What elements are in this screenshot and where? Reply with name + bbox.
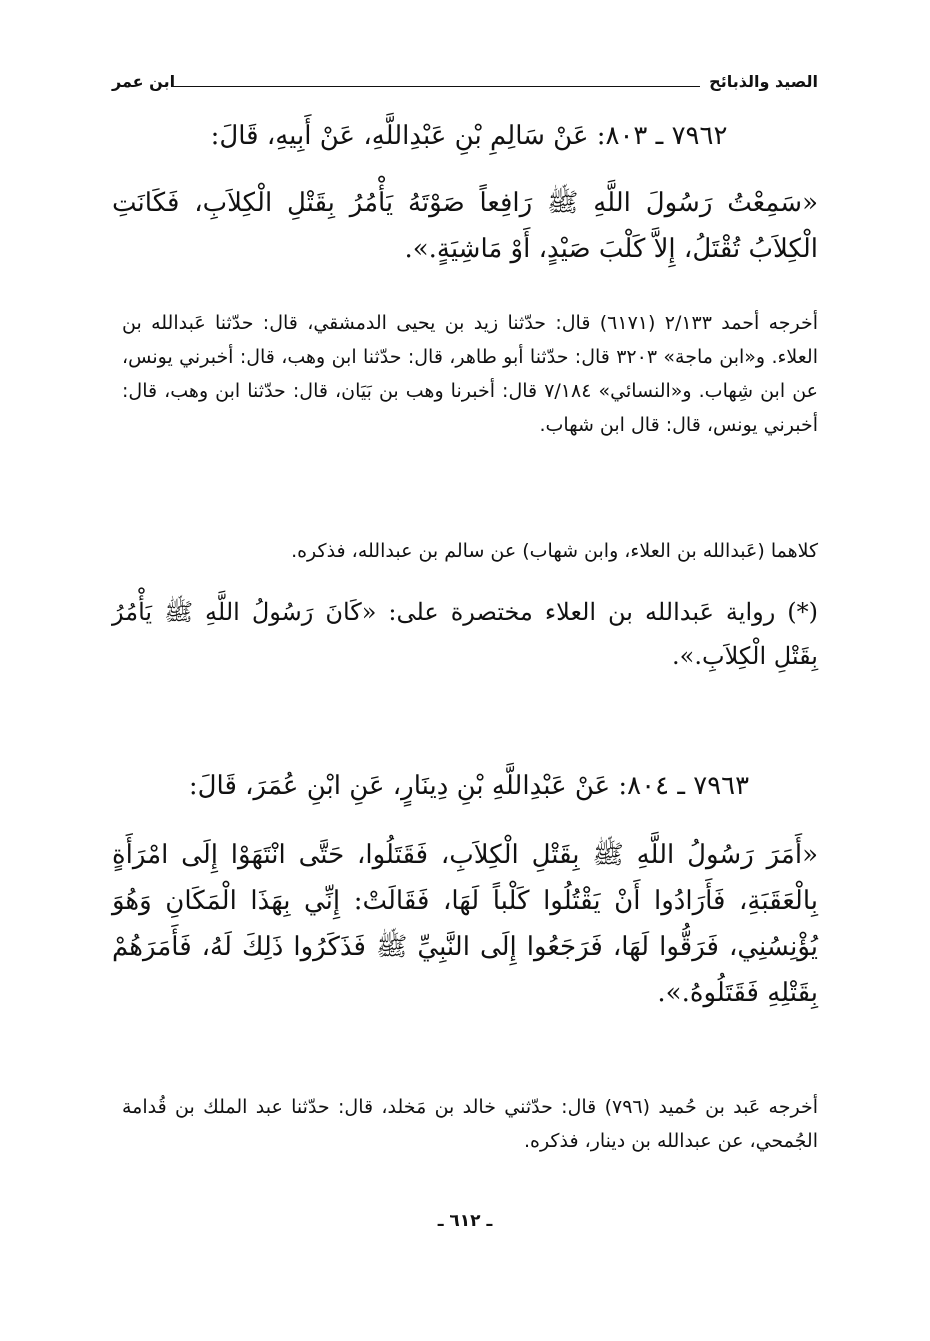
chapter-title: الصيد والذبائح [709,72,818,91]
takhrij-7962: أخرجه أحمد ٢/١٣٣ (٦١٧١) قال: حدّثنا زيد بن يحيى الدمشقي، قال: حدّثنا عَبدالله بن العلاء. و«ابن ماجة» ٣٢٠٣ قال: حدّثنا أبو طاهر، قال: حدّثنا ابن وهب، قال: أخبرني يونس، عن ابن شِهاب. و«النسائي» ٧/١٨٤ قال: أخبرنا وهب بن بَيَان، قال: حدّثنا ابن وهب، قال: أخبرني يونس، قال: قال ابن شهاب. [122,312,819,436]
running-header [112,70,818,100]
header-rule [172,86,700,87]
page-number: ـ ٦١٢ ـ [437,1211,493,1231]
hadith-heading-7962: ٧٩٦٢ ـ ٨٠٣: عَنْ سَالِمِ بْنِ عَبْدِاللَّهِ، عَنْ أَبِيهِ، قَالَ: [210,121,728,151]
takhrij-7963: أخرجه عَبد بن حُميد (٧٩٦) قال: حدّثني خالد بن مَخلد، قال: حدّثنا عبد الملك بن قُدامة الجُمحي، عن عبدالله بن دينار، فذكره. [122,1096,818,1152]
hadith-text-7962: «سَمِعْتُ رَسُولَ اللَّهِ ﷺ رَافِعاً صَوْتَهُ يَأْمُرُ بِقَتْلِ الْكِلاَبِ، فَكَانَتِ الْكِلاَبُ تُقْتَلُ، إِلاَّ كَلْبَ صَيْدٍ، أَوْ مَاشِيَةٍ.». [112,188,818,264]
combined-chain-7962: كلاهما (عَبدالله بن العلاء، وابن شهاب) عن سالم بن عبدالله، فذكره. [291,540,818,562]
companion-name: ابن عمر [112,72,176,91]
hadith-text-7963: «أَمَرَ رَسُولُ اللَّهِ ﷺ بِقَتْلِ الْكِلاَبِ، فَقَتَلُوا، حَتَّى انْتَهَوْا إِلَى امْرَأَةٍ بِالْعَقَبَةِ، فَأَرَادُوا أَنْ يَقْتُلُوا كَلْباً لَهَا، فَقَالَتْ: إِنِّي بِهَذَا الْمَكَانِ وَهُوَ يُؤْنِسُنِي، فَرَقُّوا لَهَا، فَرَجَعُوا إِلَى النَّبِيِّ ﷺ فَذَكَرُوا ذَلِكَ لَهُ، فَأَمَرَهُمْ بِقَتْلِهِ فَقَتَلُوهُ.». [112,840,818,1008]
footnote-7962: (*) رواية عَبدالله بن العلاء مختصرة على: «كَانَ رَسُولُ اللَّهِ ﷺ يَأْمُرُ بِقَتْلِ الْكِلاَبِ.». [112,598,818,670]
hadith-heading-7963: ٧٩٦٣ ـ ٨٠٤: عَنْ عَبْدِاللَّهِ بْنِ دِينَارٍ، عَنِ ابْنِ عُمَرَ، قَالَ: [188,771,750,801]
